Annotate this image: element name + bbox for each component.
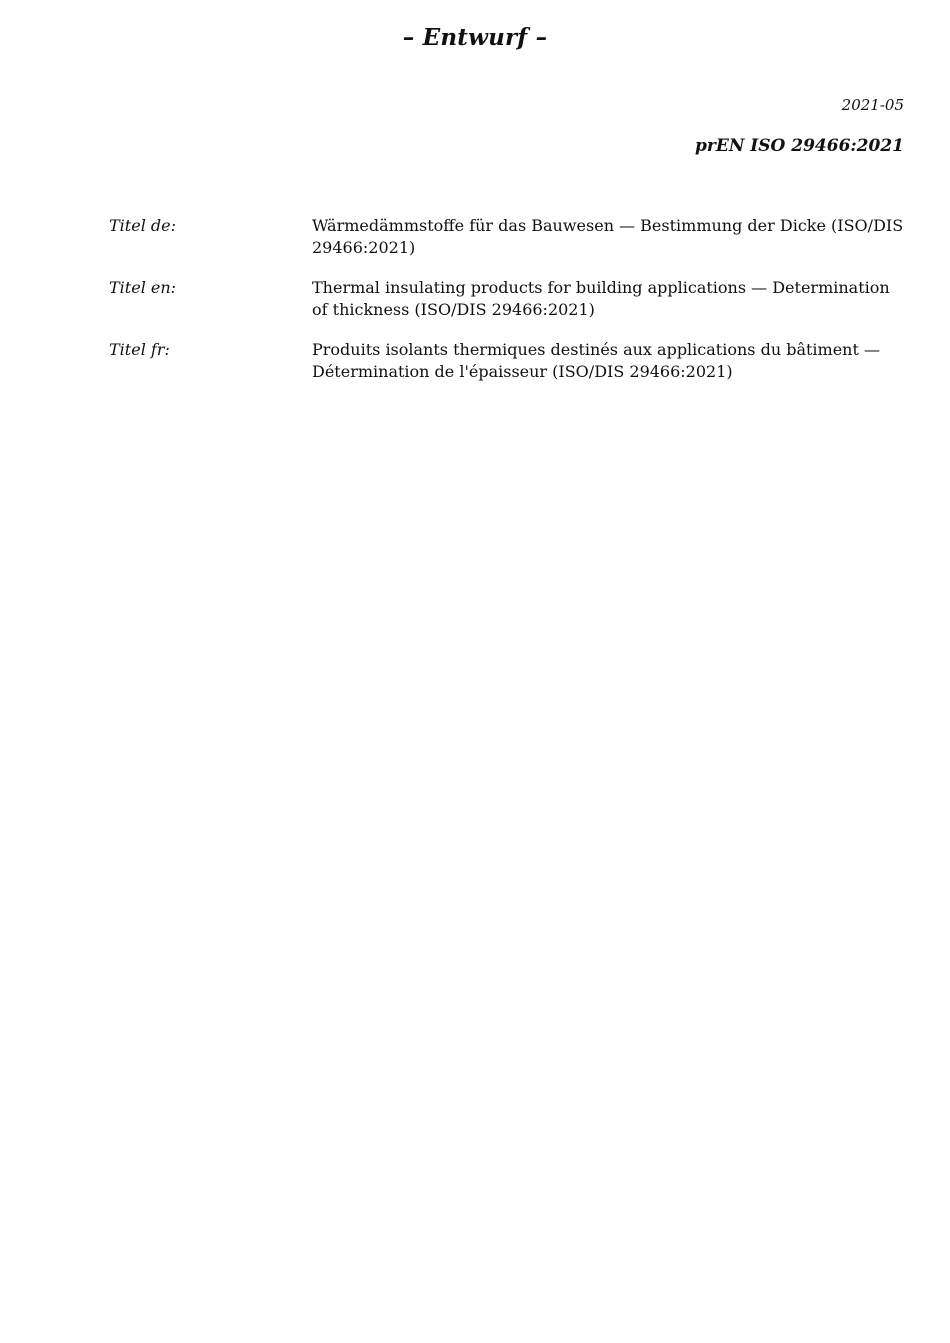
standard-id: prEN ISO 29466:2021 bbox=[695, 136, 904, 156]
title-text-en: Thermal insulating products for building applications — Determination of thickness (ISO/DIS 29466:2021) bbox=[312, 278, 890, 319]
title-row-de bbox=[109, 215, 909, 259]
title-row-en bbox=[109, 277, 909, 321]
title-text-fr: Produits isolants thermiques destinés aux applications du bâtiment — Détermination de l'épaisseur (ISO/DIS 29466:2021) bbox=[312, 340, 880, 381]
title-text-de: Wärmedämmstoffe für das Bauwesen — Bestimmung der Dicke (ISO/DIS 29466:2021) bbox=[312, 216, 904, 257]
title-label-de: Titel de: bbox=[109, 216, 176, 235]
document-date: 2021-05 bbox=[841, 96, 904, 114]
title-label-fr: Titel fr: bbox=[109, 340, 170, 359]
title-list bbox=[109, 215, 909, 401]
title-row-fr bbox=[109, 339, 909, 383]
title-label-en: Titel en: bbox=[109, 278, 177, 297]
draft-label: – Entwurf – bbox=[402, 24, 548, 51]
